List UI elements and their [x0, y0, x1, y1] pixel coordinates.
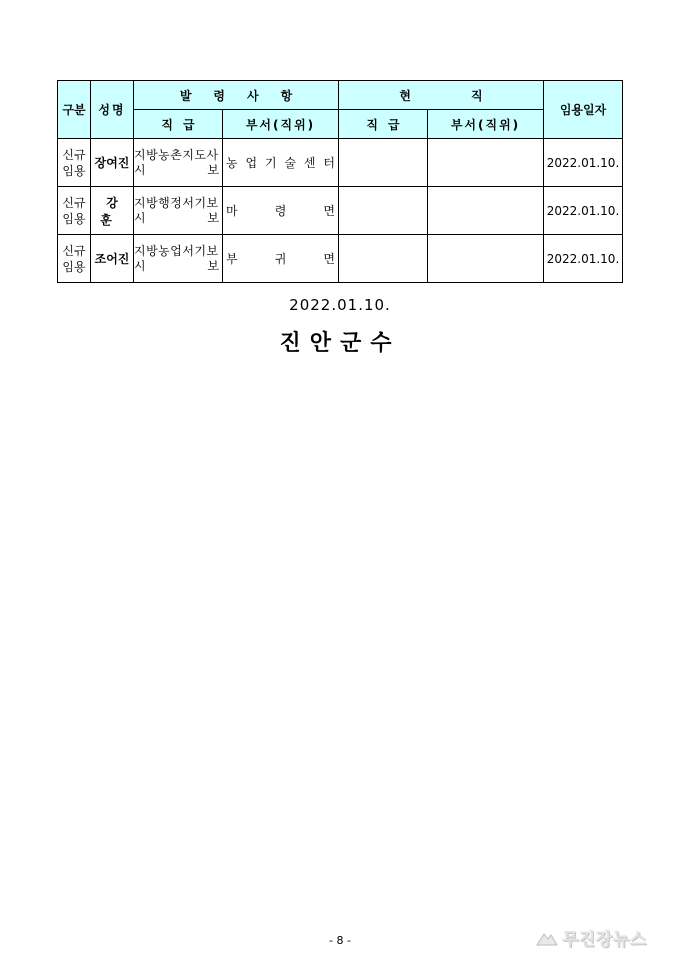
table-row	[58, 187, 623, 235]
dept-cell: 부 귀 면	[223, 235, 339, 283]
header-current-dept: 부서(직위)	[428, 110, 544, 139]
header-name: 성명	[91, 81, 134, 139]
header-date: 임용일자	[544, 81, 623, 139]
dept-cell: 농 업 기 술 센 터	[223, 139, 339, 187]
table-row	[58, 235, 623, 283]
table-row	[58, 139, 623, 187]
date-cell: 2022.01.10.	[544, 235, 623, 283]
issue-date: 2022.01.10.	[289, 296, 391, 314]
current-rank-cell	[339, 139, 428, 187]
rank-cell: 지방행정서기보 시 보	[134, 187, 223, 235]
watermark-text: 무진장뉴스	[562, 930, 647, 950]
header-appointment: 발령사항	[134, 81, 339, 110]
rank-cell: 지방농업서기보 시 보	[134, 235, 223, 283]
header-category: 구분	[58, 81, 91, 139]
header-current-rank: 직급	[339, 110, 428, 139]
date-cell: 2022.01.10.	[544, 139, 623, 187]
rank-cell: 지방농촌지도사 시 보	[134, 139, 223, 187]
category-cell: 신규 임용	[58, 139, 91, 187]
dept-cell: 마 령 면	[223, 187, 339, 235]
name-cell: 강훈	[91, 187, 134, 235]
page-number: - 8 -	[329, 934, 351, 947]
issuer-title: 진안군수	[279, 331, 401, 356]
header-current: 현직	[339, 81, 544, 110]
name-cell: 조어진	[91, 235, 134, 283]
category-cell: 신규 임용	[58, 235, 91, 283]
date-cell: 2022.01.10.	[544, 187, 623, 235]
name-cell: 장여진	[91, 139, 134, 187]
current-dept-cell	[428, 139, 544, 187]
mountain-logo-icon	[536, 929, 558, 947]
header-rank: 직급	[134, 110, 223, 139]
watermark-logo	[536, 925, 647, 950]
current-dept-cell	[428, 187, 544, 235]
category-cell: 신규 임용	[58, 187, 91, 235]
current-rank-cell	[339, 235, 428, 283]
header-dept: 부서(직위)	[223, 110, 339, 139]
current-rank-cell	[339, 187, 428, 235]
appointment-table	[57, 80, 623, 283]
current-dept-cell	[428, 235, 544, 283]
